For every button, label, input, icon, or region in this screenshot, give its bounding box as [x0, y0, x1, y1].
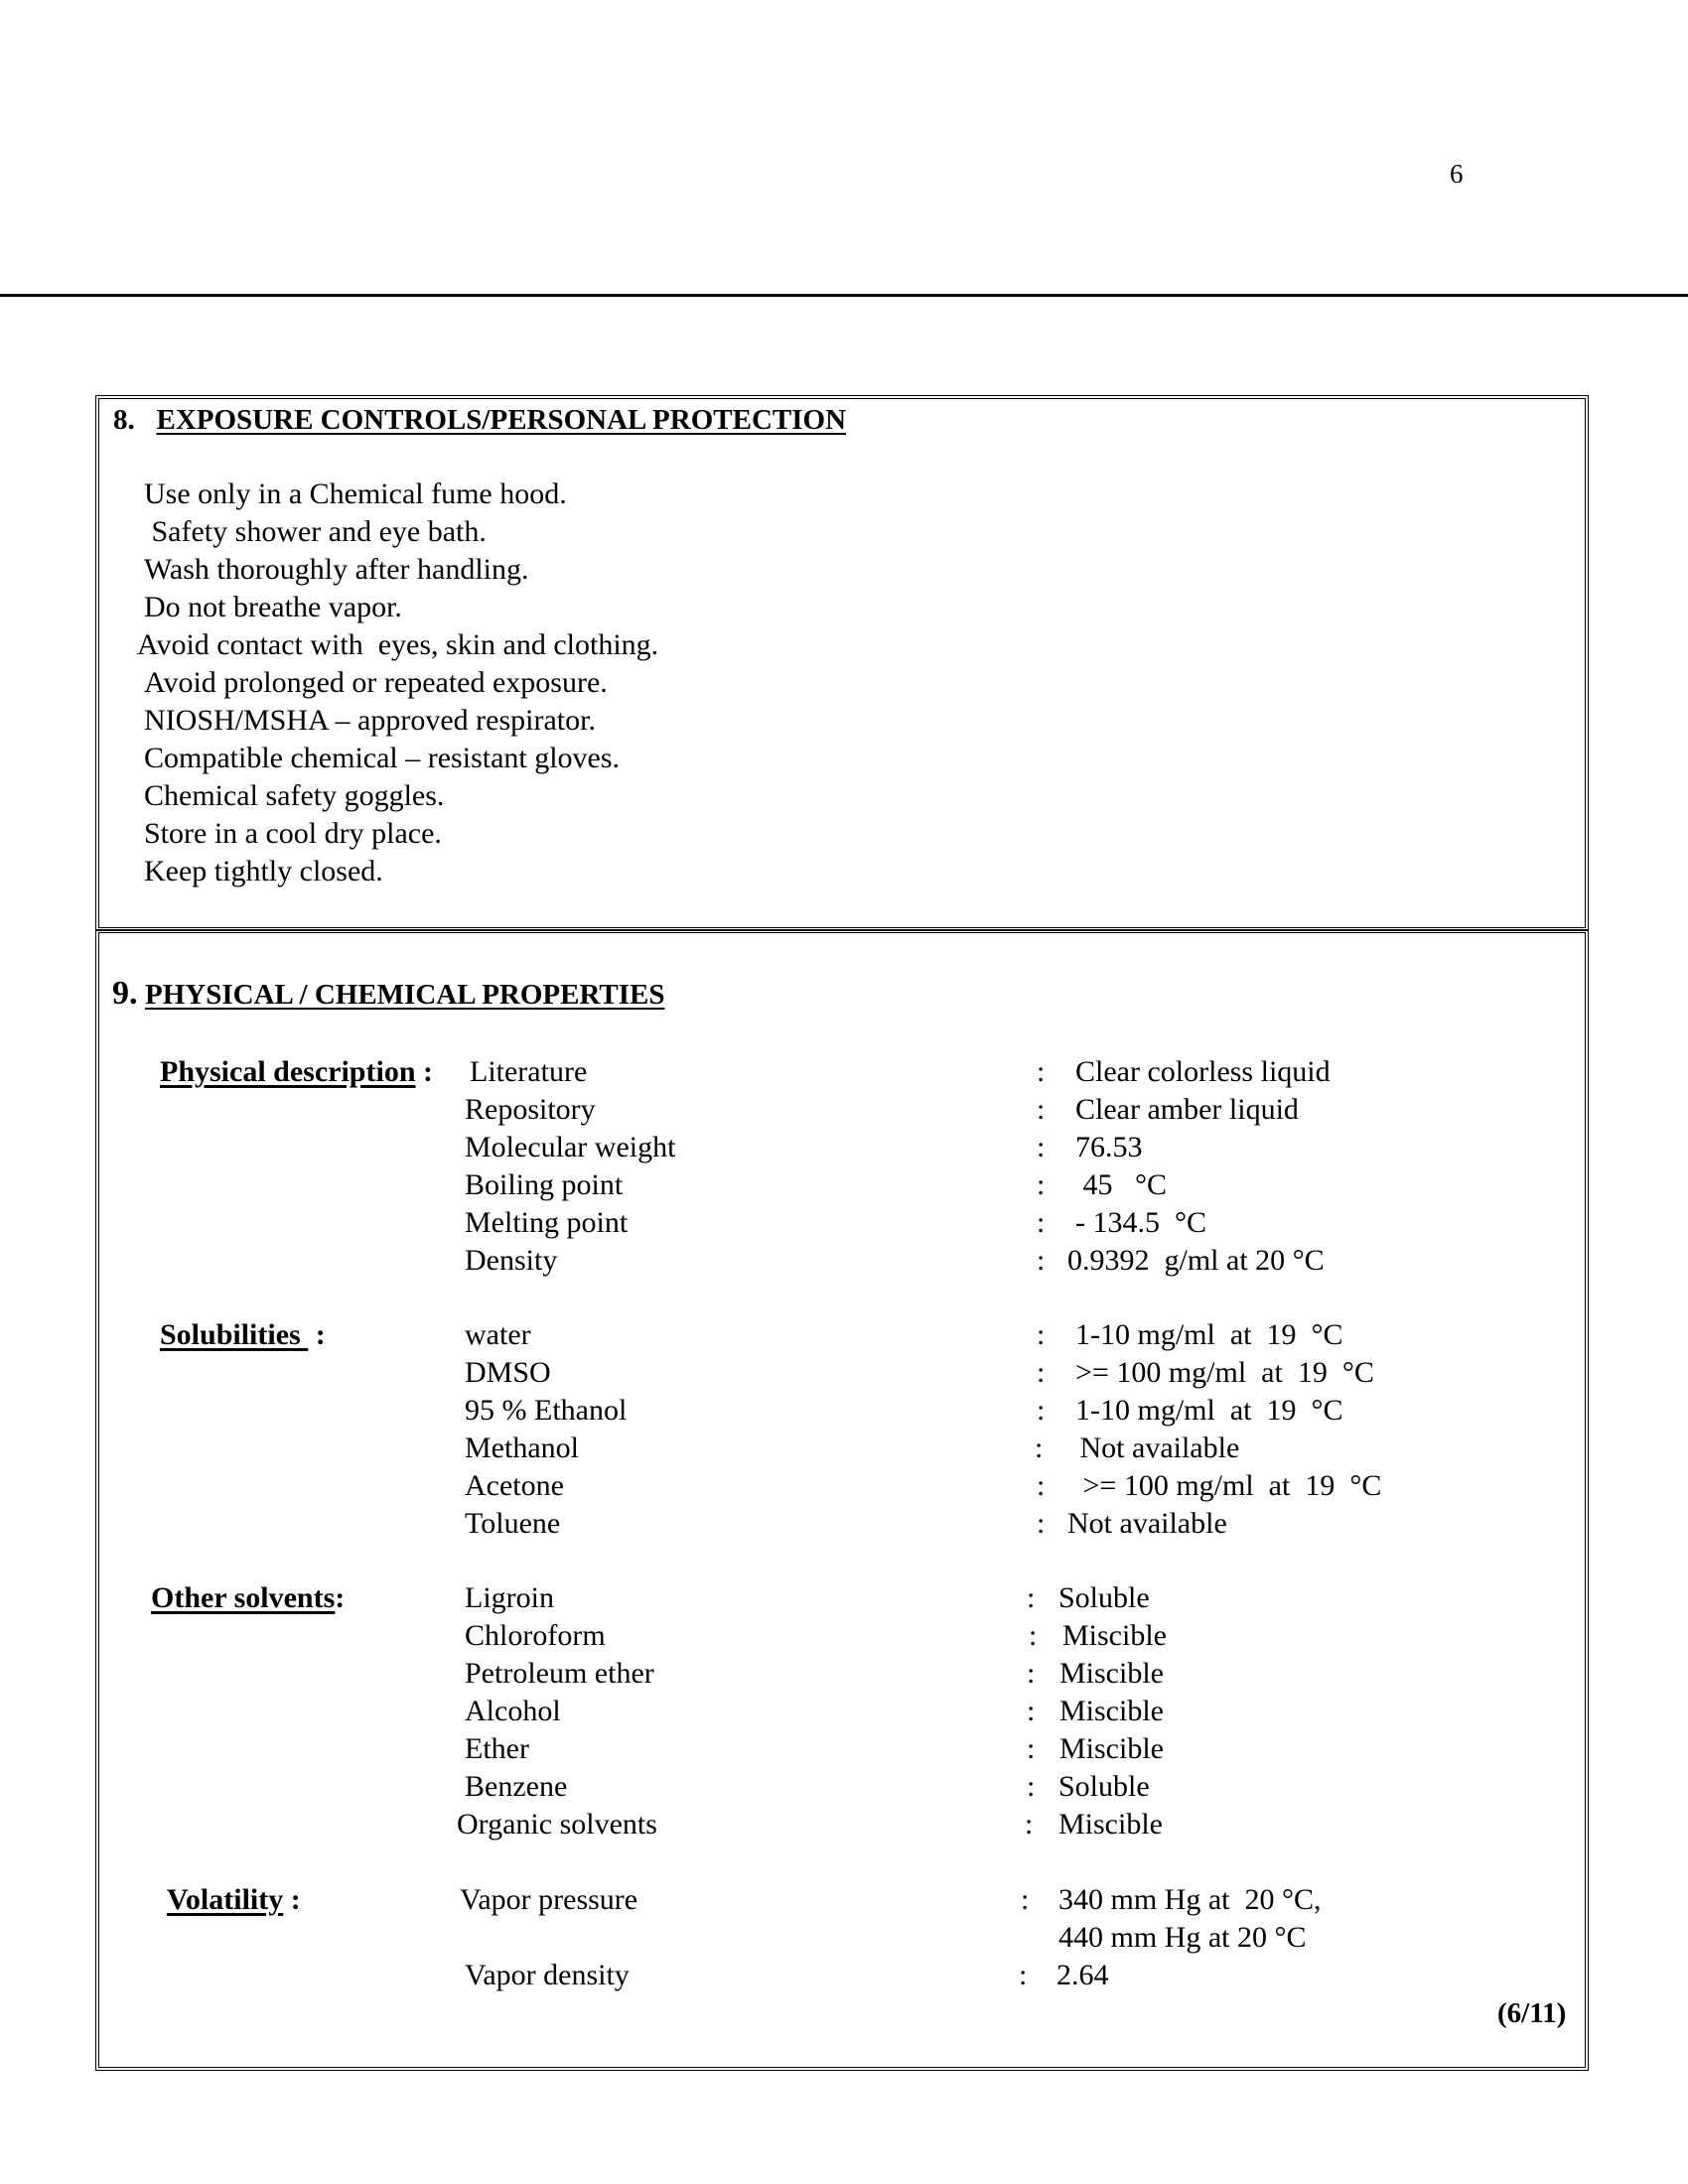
solubility-value: Not available [1072, 1432, 1240, 1464]
section-8-heading [113, 401, 846, 439]
solubility-value: 1-10 mg/ml at 19 °C [1075, 1318, 1343, 1351]
exposure-line: Store in a cool dry place. [144, 817, 442, 850]
solvent-value: Miscible [1059, 1695, 1164, 1727]
solvent-name: Organic solvents [457, 1808, 657, 1841]
solvent-name: Acetone [465, 1469, 564, 1502]
separator-colon: : [1027, 1770, 1036, 1803]
separator-colon: : [1037, 1093, 1046, 1126]
volatility-property: Vapor density [465, 1959, 630, 1991]
exposure-line: Safety shower and eye bath. [144, 515, 487, 548]
exposure-line: Do not breathe vapor. [144, 591, 402, 623]
separator-colon: : [1029, 1619, 1038, 1652]
section-9-title: PHYSICAL / CHEMICAL PROPERTIES [145, 979, 665, 1011]
separator-colon: : [1037, 1206, 1046, 1239]
property-value: 45 °C [1075, 1168, 1168, 1201]
separator-colon: : [1037, 1469, 1046, 1502]
solvent-name: water [465, 1318, 531, 1351]
property-value: 0.9392 g/ml at 20 °C [1067, 1244, 1325, 1277]
property-name: Boiling point [465, 1168, 624, 1201]
exposure-line: Compatible chemical – resistant gloves. [144, 742, 621, 774]
vapor-pressure-value: 340 mm Hg at 20 °C, [1058, 1883, 1322, 1916]
solvent-name: Alcohol [465, 1695, 561, 1727]
separator-colon: : [1037, 1244, 1046, 1277]
separator-colon: : [1019, 1959, 1028, 1991]
separator-colon: : [1027, 1581, 1036, 1614]
exposure-line: Use only in a Chemical fume hood. [144, 478, 567, 510]
solvent-value: Miscible [1062, 1619, 1167, 1652]
solvent-name: Petroleum ether [465, 1657, 654, 1690]
solvent-value: Miscible [1059, 1732, 1164, 1765]
solvent-name: Ligroin [465, 1581, 554, 1614]
exposure-line: Wash thoroughly after handling. [144, 553, 529, 586]
exposure-line: Avoid contact with eyes, skin and clothing. [137, 628, 659, 661]
separator-colon: : [1025, 1808, 1034, 1841]
separator-colon: : [1027, 1732, 1036, 1765]
separator-colon: : [1037, 1356, 1046, 1389]
volatility-label: Volatility : [167, 1883, 301, 1916]
separator-colon: : [1037, 1131, 1046, 1163]
other-solvents-label: Other solvents: [151, 1581, 346, 1614]
separator-colon: : [1037, 1055, 1046, 1088]
property-value: 76.53 [1075, 1131, 1143, 1163]
section-8-number: 8. [113, 404, 135, 436]
section-9-heading [112, 975, 665, 1014]
page-footer-count: (6/11) [1497, 1997, 1567, 2029]
property-value: Clear amber liquid [1075, 1093, 1299, 1126]
separator-colon: : [1027, 1657, 1036, 1690]
solvent-name: DMSO [465, 1356, 551, 1389]
separator-colon: : [1037, 1394, 1046, 1427]
solubility-value: 1-10 mg/ml at 19 °C [1075, 1394, 1343, 1427]
exposure-line: NIOSH/MSHA – approved respirator. [144, 704, 596, 737]
exposure-line: Chemical safety goggles. [144, 779, 445, 812]
vapor-density-value: 2.64 [1056, 1959, 1109, 1991]
property-name: Density [465, 1244, 558, 1277]
solubility-value: Not available [1067, 1507, 1227, 1540]
solvent-name: Benzene [465, 1770, 568, 1803]
solvent-value: Miscible [1059, 1657, 1164, 1690]
separator-colon: : [1037, 1318, 1046, 1351]
separator-colon: : [1037, 1168, 1046, 1201]
solvent-name: 95 % Ethanol [465, 1394, 628, 1427]
property-name: Melting point [465, 1206, 629, 1239]
solvent-value: Soluble [1058, 1581, 1150, 1614]
page-number: 6 [1450, 159, 1464, 189]
property-value: - 134.5 °C [1075, 1206, 1206, 1239]
solubility-value: >= 100 mg/ml at 19 °C [1075, 1469, 1382, 1502]
header-divider [0, 294, 1688, 297]
property-value: Clear colorless liquid [1075, 1055, 1331, 1088]
exposure-line: Keep tightly closed. [144, 855, 383, 887]
physical-description-label: Physical description : [160, 1055, 434, 1088]
solvent-name: Ether [465, 1732, 529, 1765]
property-name: Repository [465, 1093, 596, 1126]
vapor-pressure-value-2: 440 mm Hg at 20 °C [1058, 1921, 1307, 1954]
separator-colon: : [1021, 1883, 1030, 1916]
section-9-number: 9. [112, 975, 138, 1012]
separator-colon: : [1035, 1432, 1044, 1464]
separator-colon: : [1027, 1695, 1036, 1727]
solvent-name: Methanol [465, 1432, 579, 1464]
exposure-line: Avoid prolonged or repeated exposure. [144, 666, 608, 699]
solvent-value: Soluble [1058, 1770, 1150, 1803]
volatility-property: Vapor pressure [460, 1883, 638, 1916]
solubilities-label: Solubilities : [160, 1318, 326, 1351]
solvent-name: Toluene [465, 1507, 561, 1540]
solubility-value: >= 100 mg/ml at 19 °C [1075, 1356, 1374, 1389]
separator-colon: : [1037, 1507, 1046, 1540]
solvent-name: Chloroform [465, 1619, 606, 1652]
property-name: Molecular weight [465, 1131, 676, 1163]
property-name: Literature [470, 1055, 588, 1088]
section-8-title: EXPOSURE CONTROLS/PERSONAL PROTECTION [156, 404, 847, 436]
solvent-value: Miscible [1058, 1808, 1163, 1841]
